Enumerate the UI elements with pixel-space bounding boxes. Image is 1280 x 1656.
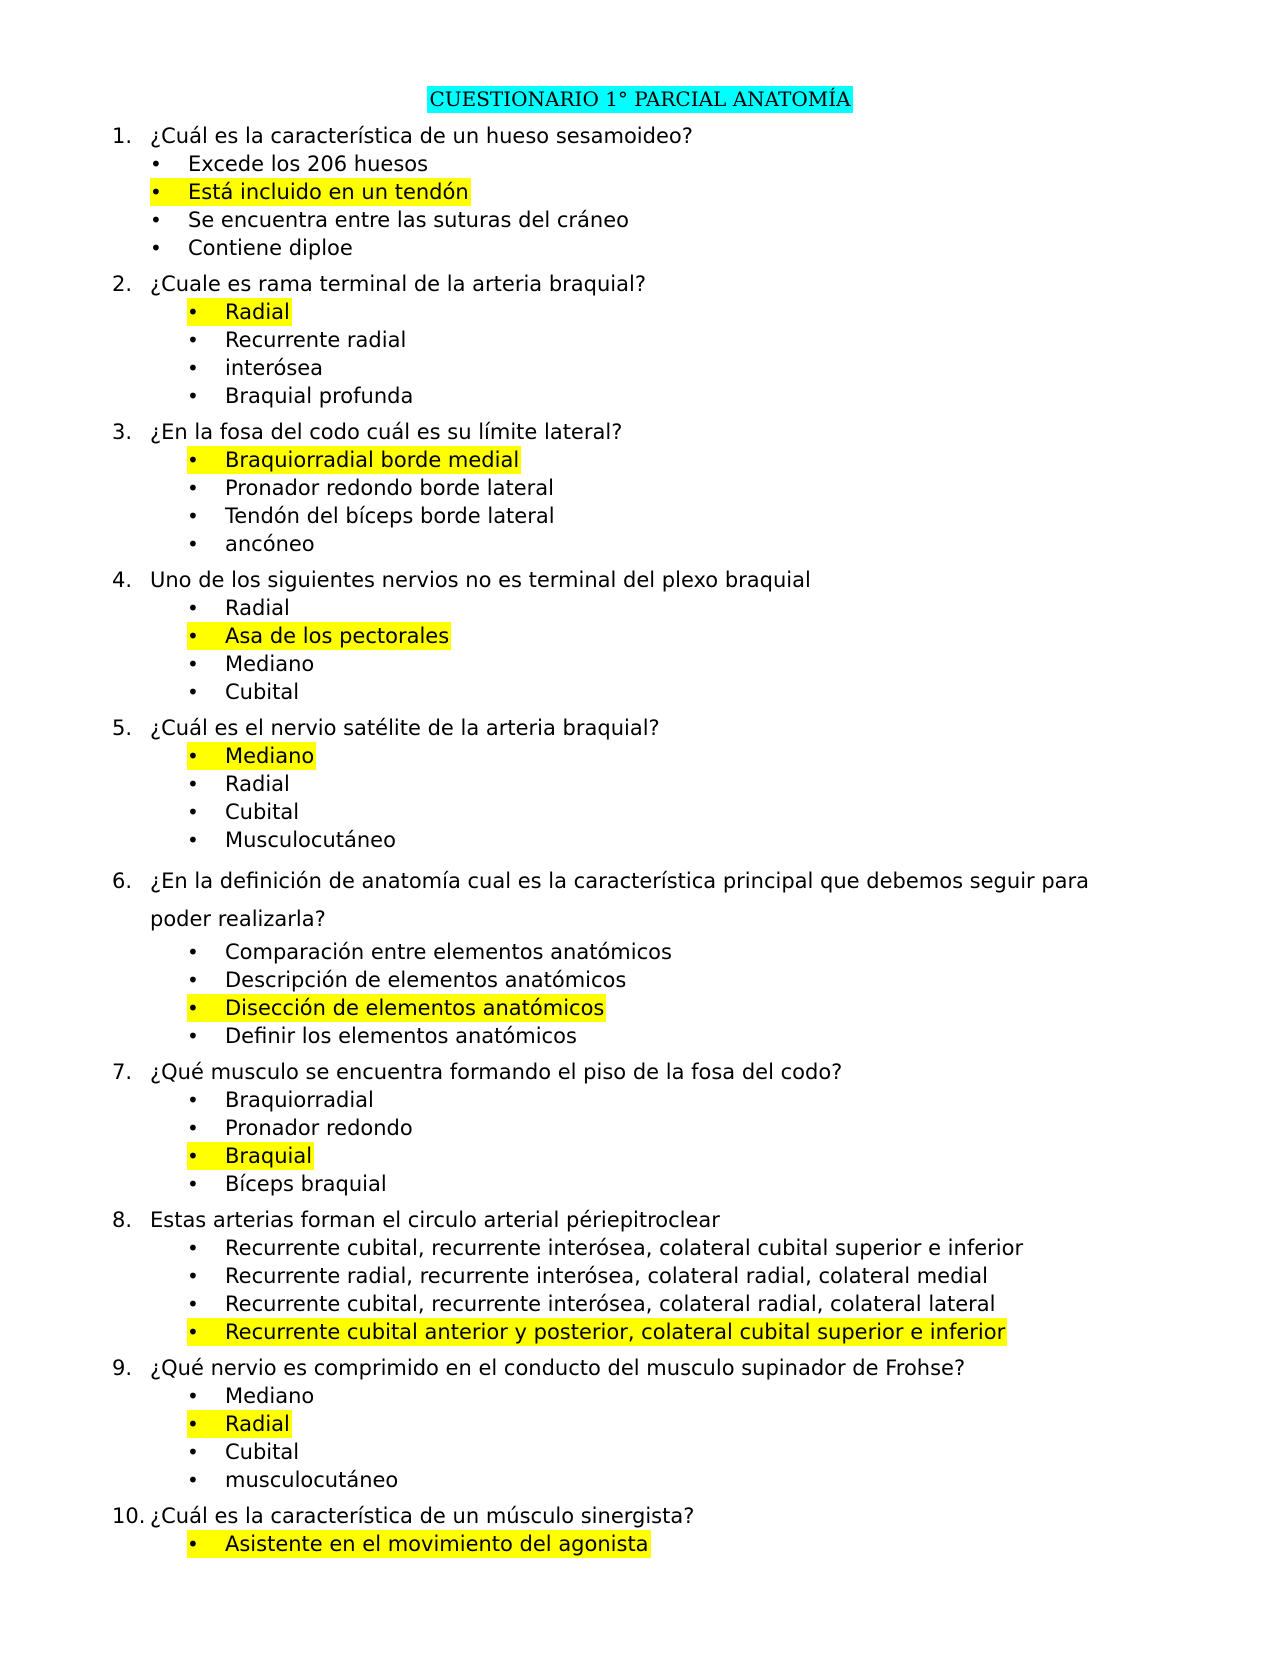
bullet-icon: • [187,624,199,648]
answer [187,678,301,706]
answer [187,1234,1025,1262]
answer [187,502,557,530]
question-text: ¿En la definición de anatomía cual es la característica principal que debemos seguir para poder realizarla? [150,869,1090,931]
bullet-icon: • [187,356,199,380]
answer [187,770,292,798]
answer [187,474,556,502]
bullet-icon: • [187,1320,199,1344]
answer [187,1466,400,1494]
answer [187,354,325,382]
answer [187,1438,301,1466]
highlighted-answer [187,622,451,650]
answer-option [0,1086,1280,1114]
answer-option [0,938,1280,966]
correct-answer-option [0,742,1280,770]
question-text: ¿Qué nervio es comprimido en el conducto del musculo supinador de Frohse? [150,1356,966,1380]
bullet-icon: • [150,236,162,260]
question-8 [0,1206,1280,1346]
answer-option [0,1438,1280,1466]
answer-option [0,594,1280,622]
bullet-icon: • [187,1384,199,1408]
correct-answer-option [0,446,1280,474]
highlighted-answer [187,1410,292,1438]
page-title: CUESTIONARIO 1° PARCIAL ANATOMÍA [429,87,851,111]
bullet-icon: • [187,1292,199,1316]
answer-option [0,1022,1280,1050]
answer [187,650,316,678]
answer [187,1262,990,1290]
answer-option [0,966,1280,994]
option-text: Definir los elementos anatómicos [225,1024,577,1048]
option-text: Braquiorradial [225,1088,374,1112]
bullet-icon: • [187,652,199,676]
highlighted-answer [187,1142,314,1170]
highlighted-answer [187,298,292,326]
highlighted-answer [187,1530,651,1558]
answer-option [0,382,1280,410]
question-6 [0,862,1280,1050]
question-number: 6. [112,869,133,893]
answer [187,1114,415,1142]
bullet-icon: • [187,968,199,992]
answer-option [0,1170,1280,1198]
question-3 [0,418,1280,558]
question-row [0,270,1150,298]
question-10 [0,1502,1280,1558]
question-row [0,122,1150,150]
option-text: Cubital [225,1440,300,1464]
option-text: Asistente en el movimiento del agonista [225,1532,649,1556]
bullet-icon: • [187,1412,199,1436]
bullet-icon: • [187,744,199,768]
option-text: Disección de elementos anatómicos [225,996,605,1020]
option-text: Recurrente cubital, recurrente interósea, colateral radial, colateral lateral [225,1292,996,1316]
option-text: Radial [225,1412,290,1436]
option-text: Está incluido en un tendón [188,180,469,204]
option-text: Radial [225,300,290,324]
option-text: Mediano [225,652,315,676]
bullet-icon: • [187,940,199,964]
correct-answer-option [0,1142,1280,1170]
answer-options [0,1382,1280,1494]
answer-option [0,474,1280,502]
question-number: 10. [112,1504,146,1528]
bullet-icon: • [187,772,199,796]
highlighted-answer [187,446,521,474]
answer-option [0,1262,1280,1290]
option-text: Cubital [225,800,300,824]
option-text: Contiene diploe [188,236,353,260]
bullet-icon: • [187,680,199,704]
bullet-icon: • [187,300,199,324]
question-row [0,1206,1150,1234]
answer [187,1022,579,1050]
answer-option [0,354,1280,382]
bullet-icon: • [187,1468,199,1492]
bullet-icon: • [187,504,199,528]
answer [187,326,408,354]
answer-option [0,234,1280,262]
title-wrap [0,86,1280,113]
option-text: Descripción de elementos anatómicos [225,968,627,992]
option-text: Radial [225,596,290,620]
question-number: 4. [112,568,133,592]
option-text: Recurrente radial, recurrente interósea, colateral radial, colateral medial [225,1264,988,1288]
option-text: Se encuentra entre las suturas del cráneo [188,208,629,232]
bullet-icon: • [150,152,162,176]
question-text: ¿Qué musculo se encuentra formando el piso de la fosa del codo? [150,1060,843,1084]
correct-answer-option [0,298,1280,326]
bullet-icon: • [187,532,199,556]
bullet-icon: • [187,596,199,620]
bullet-icon: • [150,180,162,204]
bullet-icon: • [187,1088,199,1112]
correct-answer-option [0,1410,1280,1438]
bullet-icon: • [187,1532,199,1556]
correct-answer-option [0,178,1280,206]
option-text: Braquiorradial borde medial [225,448,520,472]
bullet-icon: • [187,996,199,1020]
answer-options [0,938,1280,1050]
answer [150,150,430,178]
answer-option [0,206,1280,234]
question-row [0,1058,1150,1086]
answer-option [0,150,1280,178]
question-1 [0,122,1280,262]
option-text: Radial [225,772,290,796]
bullet-icon: • [187,1116,199,1140]
option-text: Excede los 206 huesos [188,152,429,176]
question-9 [0,1354,1280,1494]
question-row [0,1502,1150,1530]
bullet-icon: • [187,476,199,500]
question-7 [0,1058,1280,1198]
highlighted-answer [187,1318,1007,1346]
question-row [0,418,1150,446]
question-number: 8. [112,1208,133,1232]
question-text: ¿Cuál es la característica de un músculo sinergista? [150,1504,695,1528]
option-text: Pronador redondo [225,1116,413,1140]
bullet-icon: • [150,208,162,232]
answer-options [0,446,1280,558]
answer-option [0,502,1280,530]
question-4 [0,566,1280,706]
bullet-icon: • [187,1264,199,1288]
question-number: 7. [112,1060,133,1084]
question-text: Uno de los siguientes nervios no es terminal del plexo braquial [150,568,811,592]
option-text: Comparación entre elementos anatómicos [225,940,672,964]
answer [187,826,398,854]
answer [187,594,292,622]
option-text: Recurrente cubital anterior y posterior, colateral cubital superior e inferior [225,1320,1006,1344]
question-number: 5. [112,716,133,740]
correct-answer-option [0,994,1280,1022]
bullet-icon: • [187,1024,199,1048]
question-5 [0,714,1280,854]
answer-option [0,798,1280,826]
answer [187,1086,376,1114]
question-text: ¿Cuale es rama terminal de la arteria braquial? [150,272,646,296]
question-number: 1. [112,124,133,148]
highlighted-answer [187,742,316,770]
bullet-icon: • [187,384,199,408]
answer-option [0,1234,1280,1262]
option-text: Braquial profunda [225,384,414,408]
answer-options [0,742,1280,854]
question-2 [0,270,1280,410]
question-text: Estas arterias forman el circulo arterial périepitroclear [150,1208,720,1232]
answer-option [0,530,1280,558]
highlighted-answer [187,994,606,1022]
answer-options [0,150,1280,262]
answer [187,382,415,410]
question-number: 3. [112,420,133,444]
question-list [0,122,1280,1566]
option-text: Asa de los pectorales [225,624,450,648]
option-text: musculocutáneo [225,1468,399,1492]
option-text: ancóneo [225,532,315,556]
bullet-icon: • [187,1236,199,1260]
answer-options [0,1530,1280,1558]
answer-options [0,298,1280,410]
answer-options [0,1086,1280,1198]
answer-option [0,1466,1280,1494]
answer [187,1170,389,1198]
answer [187,1290,998,1318]
answer-option [0,1382,1280,1410]
bullet-icon: • [187,800,199,824]
option-text: Cubital [225,680,300,704]
correct-answer-option [0,1530,1280,1558]
option-text: Mediano [225,744,315,768]
answer [187,1382,316,1410]
answer [187,798,301,826]
answer [150,234,355,262]
bullet-icon: • [187,328,199,352]
option-text: Mediano [225,1384,315,1408]
question-text: ¿En la fosa del codo cuál es su límite lateral? [150,420,623,444]
answer-options [0,1234,1280,1346]
answer [187,938,674,966]
answer [187,966,628,994]
answer [150,206,631,234]
answer-option [0,826,1280,854]
answer-option [0,678,1280,706]
question-number: 2. [112,272,133,296]
option-text: interósea [225,356,324,380]
answer-option [0,326,1280,354]
bullet-icon: • [187,448,199,472]
answer [187,530,317,558]
option-text: Bíceps braquial [225,1172,387,1196]
option-text: Tendón del bíceps borde lateral [225,504,555,528]
bullet-icon: • [187,1144,199,1168]
option-text: Recurrente cubital, recurrente interósea, colateral cubital superior e inferior [225,1236,1024,1260]
option-text: Recurrente radial [225,328,407,352]
highlighted-answer [150,178,471,206]
question-text: ¿Cuál es la característica de un hueso sesamoideo? [150,124,693,148]
option-text: Braquial [225,1144,313,1168]
bullet-icon: • [187,1172,199,1196]
question-row [0,714,1150,742]
correct-answer-option [0,1318,1280,1346]
bullet-icon: • [187,828,199,852]
option-text: Musculocutáneo [225,828,396,852]
answer-option [0,1290,1280,1318]
question-row [0,566,1150,594]
answer-option [0,650,1280,678]
answer-options [0,594,1280,706]
answer-option [0,1114,1280,1142]
correct-answer-option [0,622,1280,650]
option-text: Pronador redondo borde lateral [225,476,554,500]
question-text: ¿Cuál es el nervio satélite de la arteria braquial? [150,716,660,740]
bullet-icon: • [187,1440,199,1464]
answer-option [0,770,1280,798]
question-row [0,1354,1150,1382]
question-row [0,862,1150,938]
question-number: 9. [112,1356,133,1380]
